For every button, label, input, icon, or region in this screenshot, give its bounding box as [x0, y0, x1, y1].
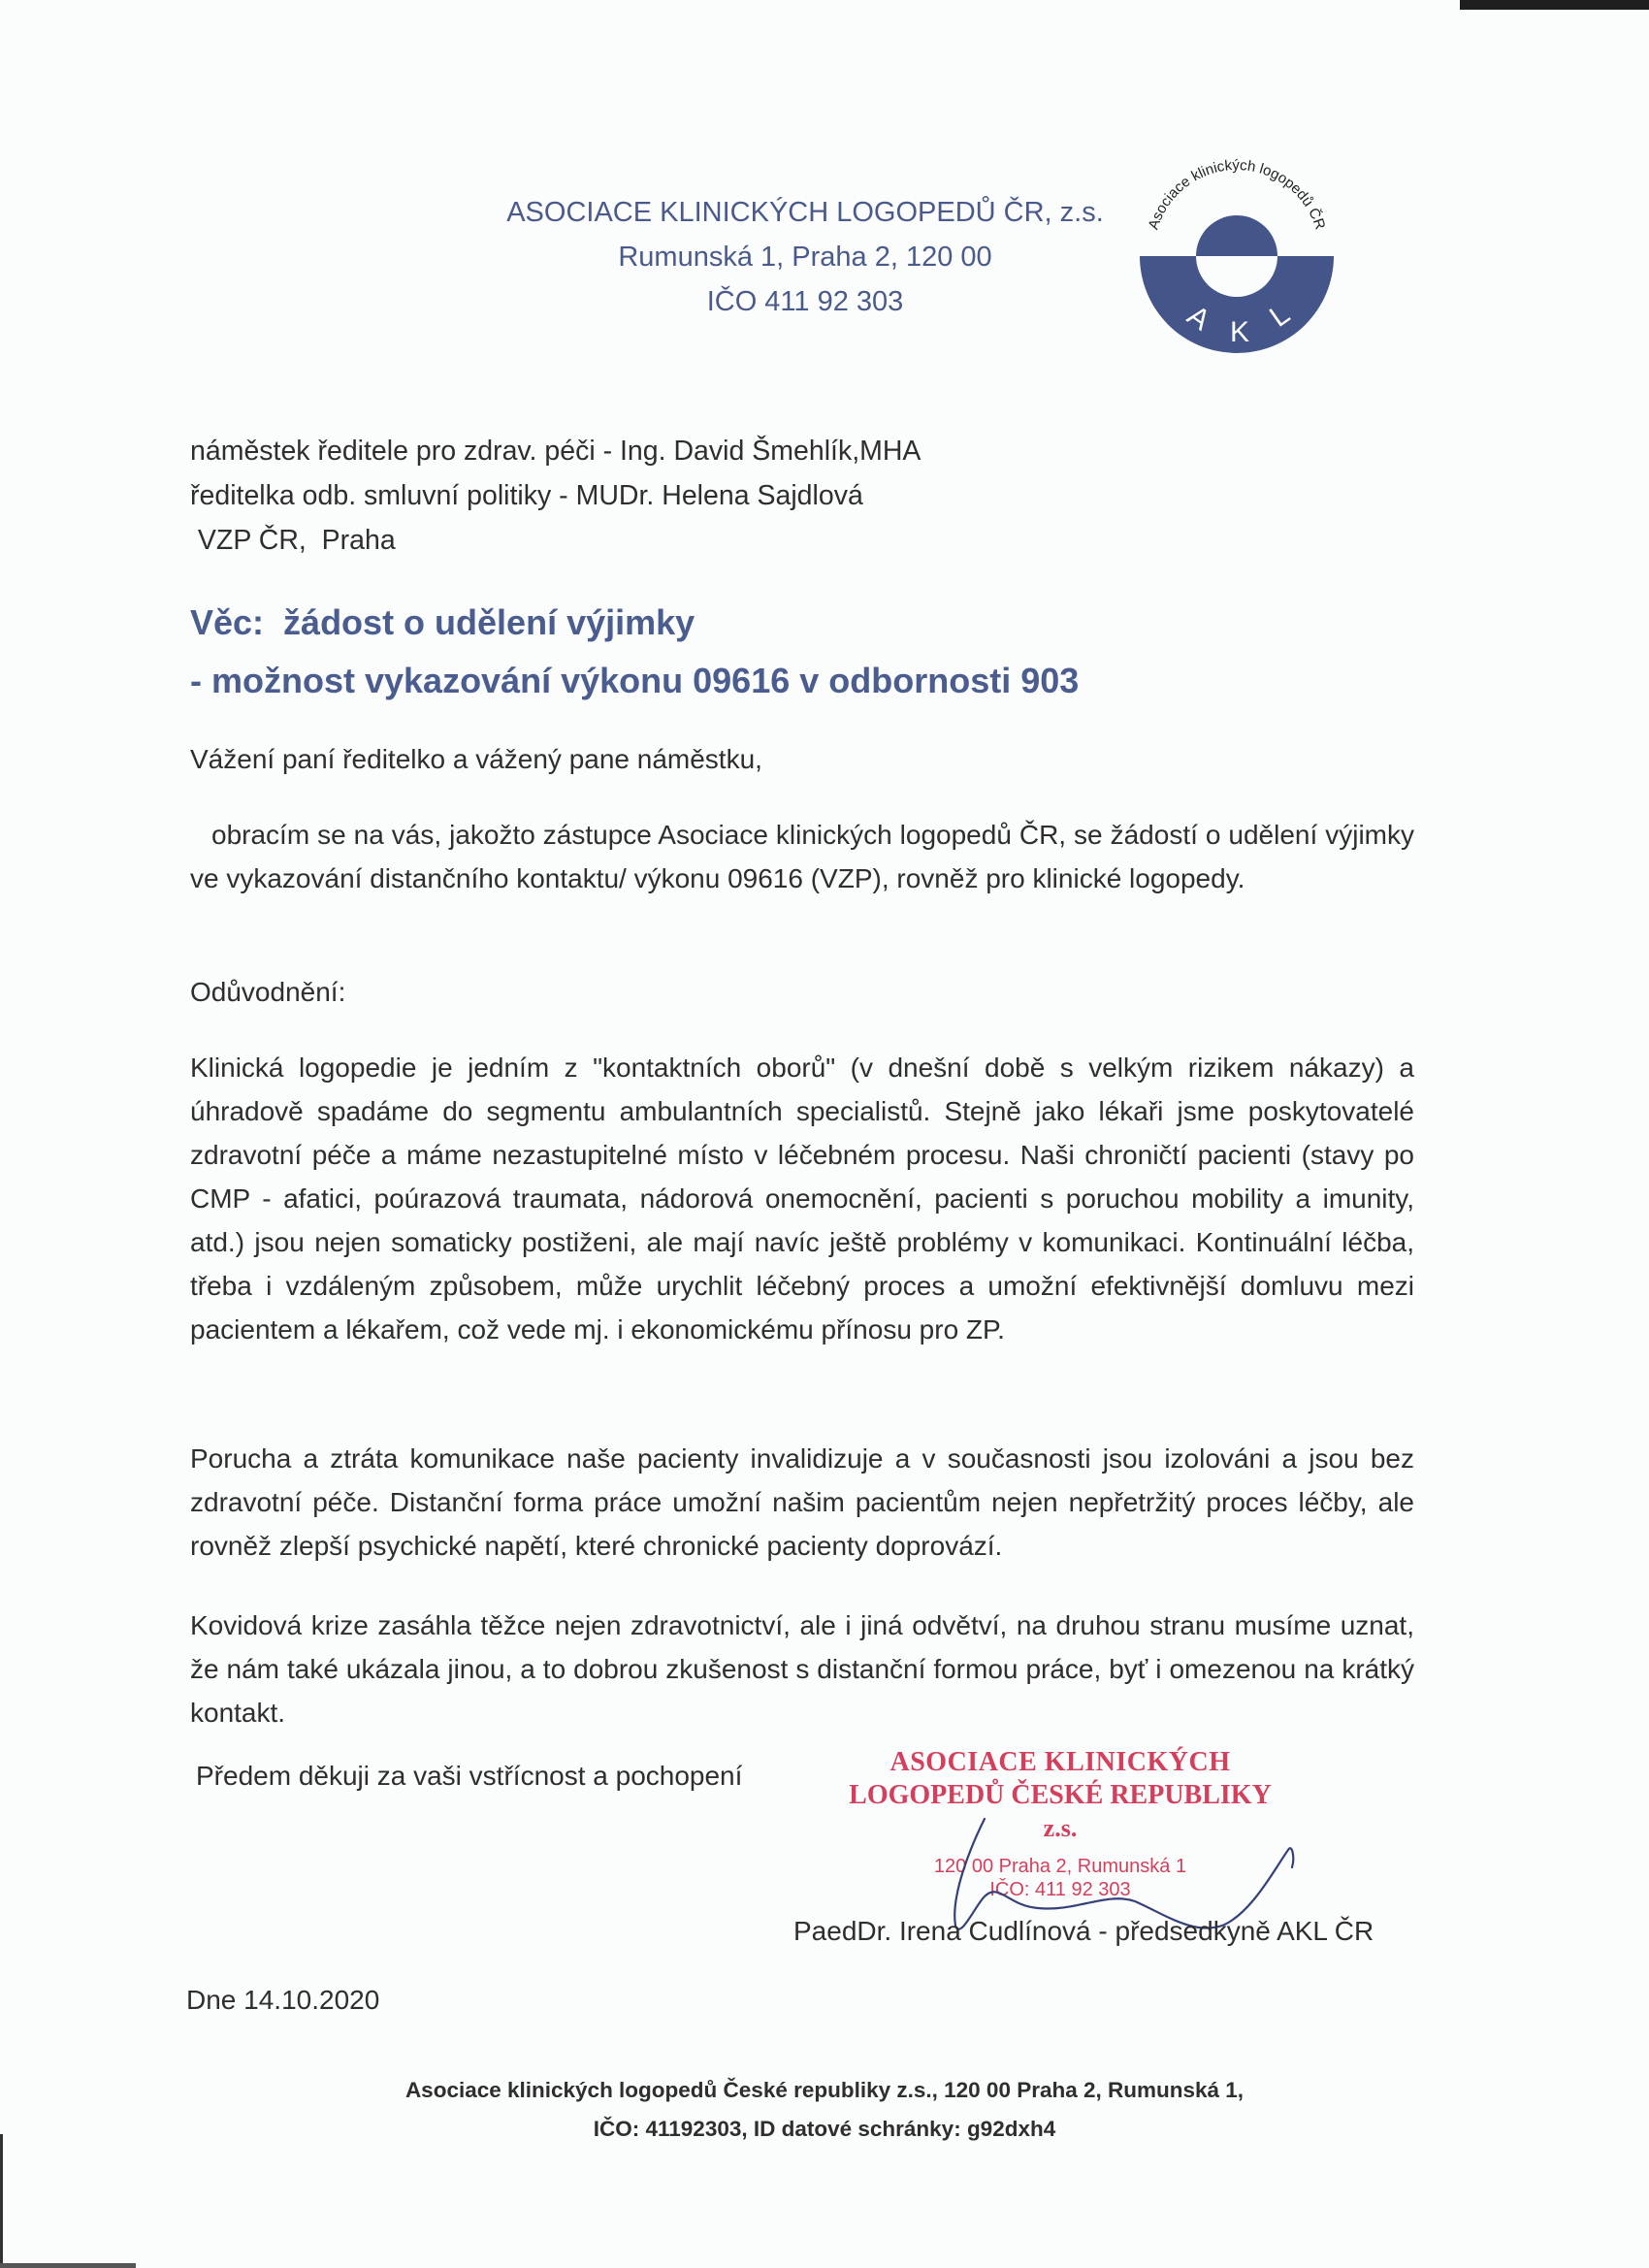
akl-logo — [1125, 136, 1348, 359]
logo-letter-k: K — [1230, 316, 1250, 348]
closing-thanks: Předem děkuji za vaši vstřícnost a pochopení — [196, 1761, 743, 1791]
subject-line-1: Věc: žádost o udělení výjimky — [190, 602, 695, 642]
subject-heading — [190, 594, 1079, 710]
scan-edge — [0, 2263, 136, 2268]
recipients-block — [190, 429, 921, 563]
scan-edge — [1460, 0, 1649, 10]
footer-line-2: IČO: 41192303, ID datové schránky: g92dxh4 — [593, 2117, 1056, 2141]
paragraph-request: obracím se na vás, jakožto zástupce Asociace klinických logopedů ČR, se žádostí o udělení výjimky ve vykazování distančního kontaktu/ výkonu 09616 (VZP), rovněž pro klinické logopedy. — [190, 820, 1414, 893]
subject-line-2: - možnost vykazování výkonu 09616 v odbornosti 903 — [190, 661, 1080, 700]
footer-line-1: Asociace klinických logopedů České republiky z.s., 120 00 Praha 2, Rumunská 1, — [404, 2078, 1245, 2102]
recipient-line: ředitelka odb. smluvní politiky - MUDr. Helena Sajdlová — [190, 480, 863, 511]
stamp-line-4: IČO: 411 92 303 — [989, 1879, 1131, 1900]
footer — [175, 2071, 1474, 2149]
paragraph-covid: Kovidová krize zasáhla těžce nejen zdravotnictví, ale i jiná odvětví, na druhou stranu musíme uznat, že nám také ukázala jinou, a to dobrou zkušenost s distanční formou práce, byť i omezenou na krátký kontakt. — [190, 1610, 1414, 1728]
signer-name: PaedDr. Irena Cudlínová - předsedkyně AKL ČR — [793, 1916, 1374, 1946]
logo-arc-text: Asociace klinických logopedů ČR — [1145, 156, 1329, 232]
stamp-line-2-suffix: z.s. — [1043, 1814, 1078, 1842]
letter-date: Dne 14.10.2020 — [186, 1985, 380, 2015]
recipient-line: náměstek ředitele pro zdrav. péči - Ing. David Šmehlík,MHA — [190, 436, 922, 467]
paragraph-justification: Klinická logopedie je jedním z "kontaktních oborů" (v dnešní době s velkým rizikem nákazy) a úhradově spadáme do segmentu ambulantních specialistů. Stejně jako lékaři jsme poskytovatelé zdravotní péče a máme nezastupitelné místo v léčebném procesu. Naši chroničtí pacienti (stavy po CMP - afatici, poúrazová traumata, nádorová onemocnění, pacienti s poruchou mobility a imunity, atd.) jsou nejen somaticky postiženi, ale mají navíc ještě problémy v komunikaci. Kontinuální léčba, třeba i vzdáleným způsobem, může urychlit léčebný proces a umožní efektivnější domluvu mezi pacientem a lékařem, což vede mj. i ekonomickému přínosu pro ZP. — [190, 1053, 1414, 1345]
salutation: Vážení paní ředitelko a vážený pane náměstku, — [190, 744, 762, 774]
signature-stroke — [954, 1819, 1293, 1929]
stamp-line-3: 120 00 Praha 2, Rumunská 1 — [933, 1856, 1187, 1877]
reason-label: Odůvodnění: — [190, 977, 346, 1007]
logo-letter-a: A — [1180, 299, 1216, 338]
letterhead-ico: IČO 411 92 303 — [706, 286, 904, 317]
stamp-line-1: ASOCIACE KLINICKÝCH — [889, 1747, 1231, 1777]
recipient-line: VZP ČR, Praha — [190, 525, 396, 556]
letterhead — [504, 190, 1106, 324]
paragraph-communication: Porucha a ztráta komunikace naše pacienty invalidizuje a v současnosti jsou izolováni a jsou bez zdravotní péče. Distanční forma práce umožní našim pacientům nejen nepřetržitý proces léčby, ale rovněž zlepší psychické napětí, které chronické pacienty doprovází. — [190, 1443, 1414, 1561]
scan-edge — [0, 2134, 3, 2268]
letterhead-org-name: ASOCIACE KLINICKÝCH LOGOPEDŮ ČR, z.s. — [506, 197, 1104, 228]
letterhead-address: Rumunská 1, Praha 2, 120 00 — [618, 242, 992, 273]
stamp-line-2-main: LOGOPEDŮ ČESKÉ REPUBLIKY — [849, 1780, 1272, 1810]
logo-letter-l: L — [1264, 298, 1296, 334]
